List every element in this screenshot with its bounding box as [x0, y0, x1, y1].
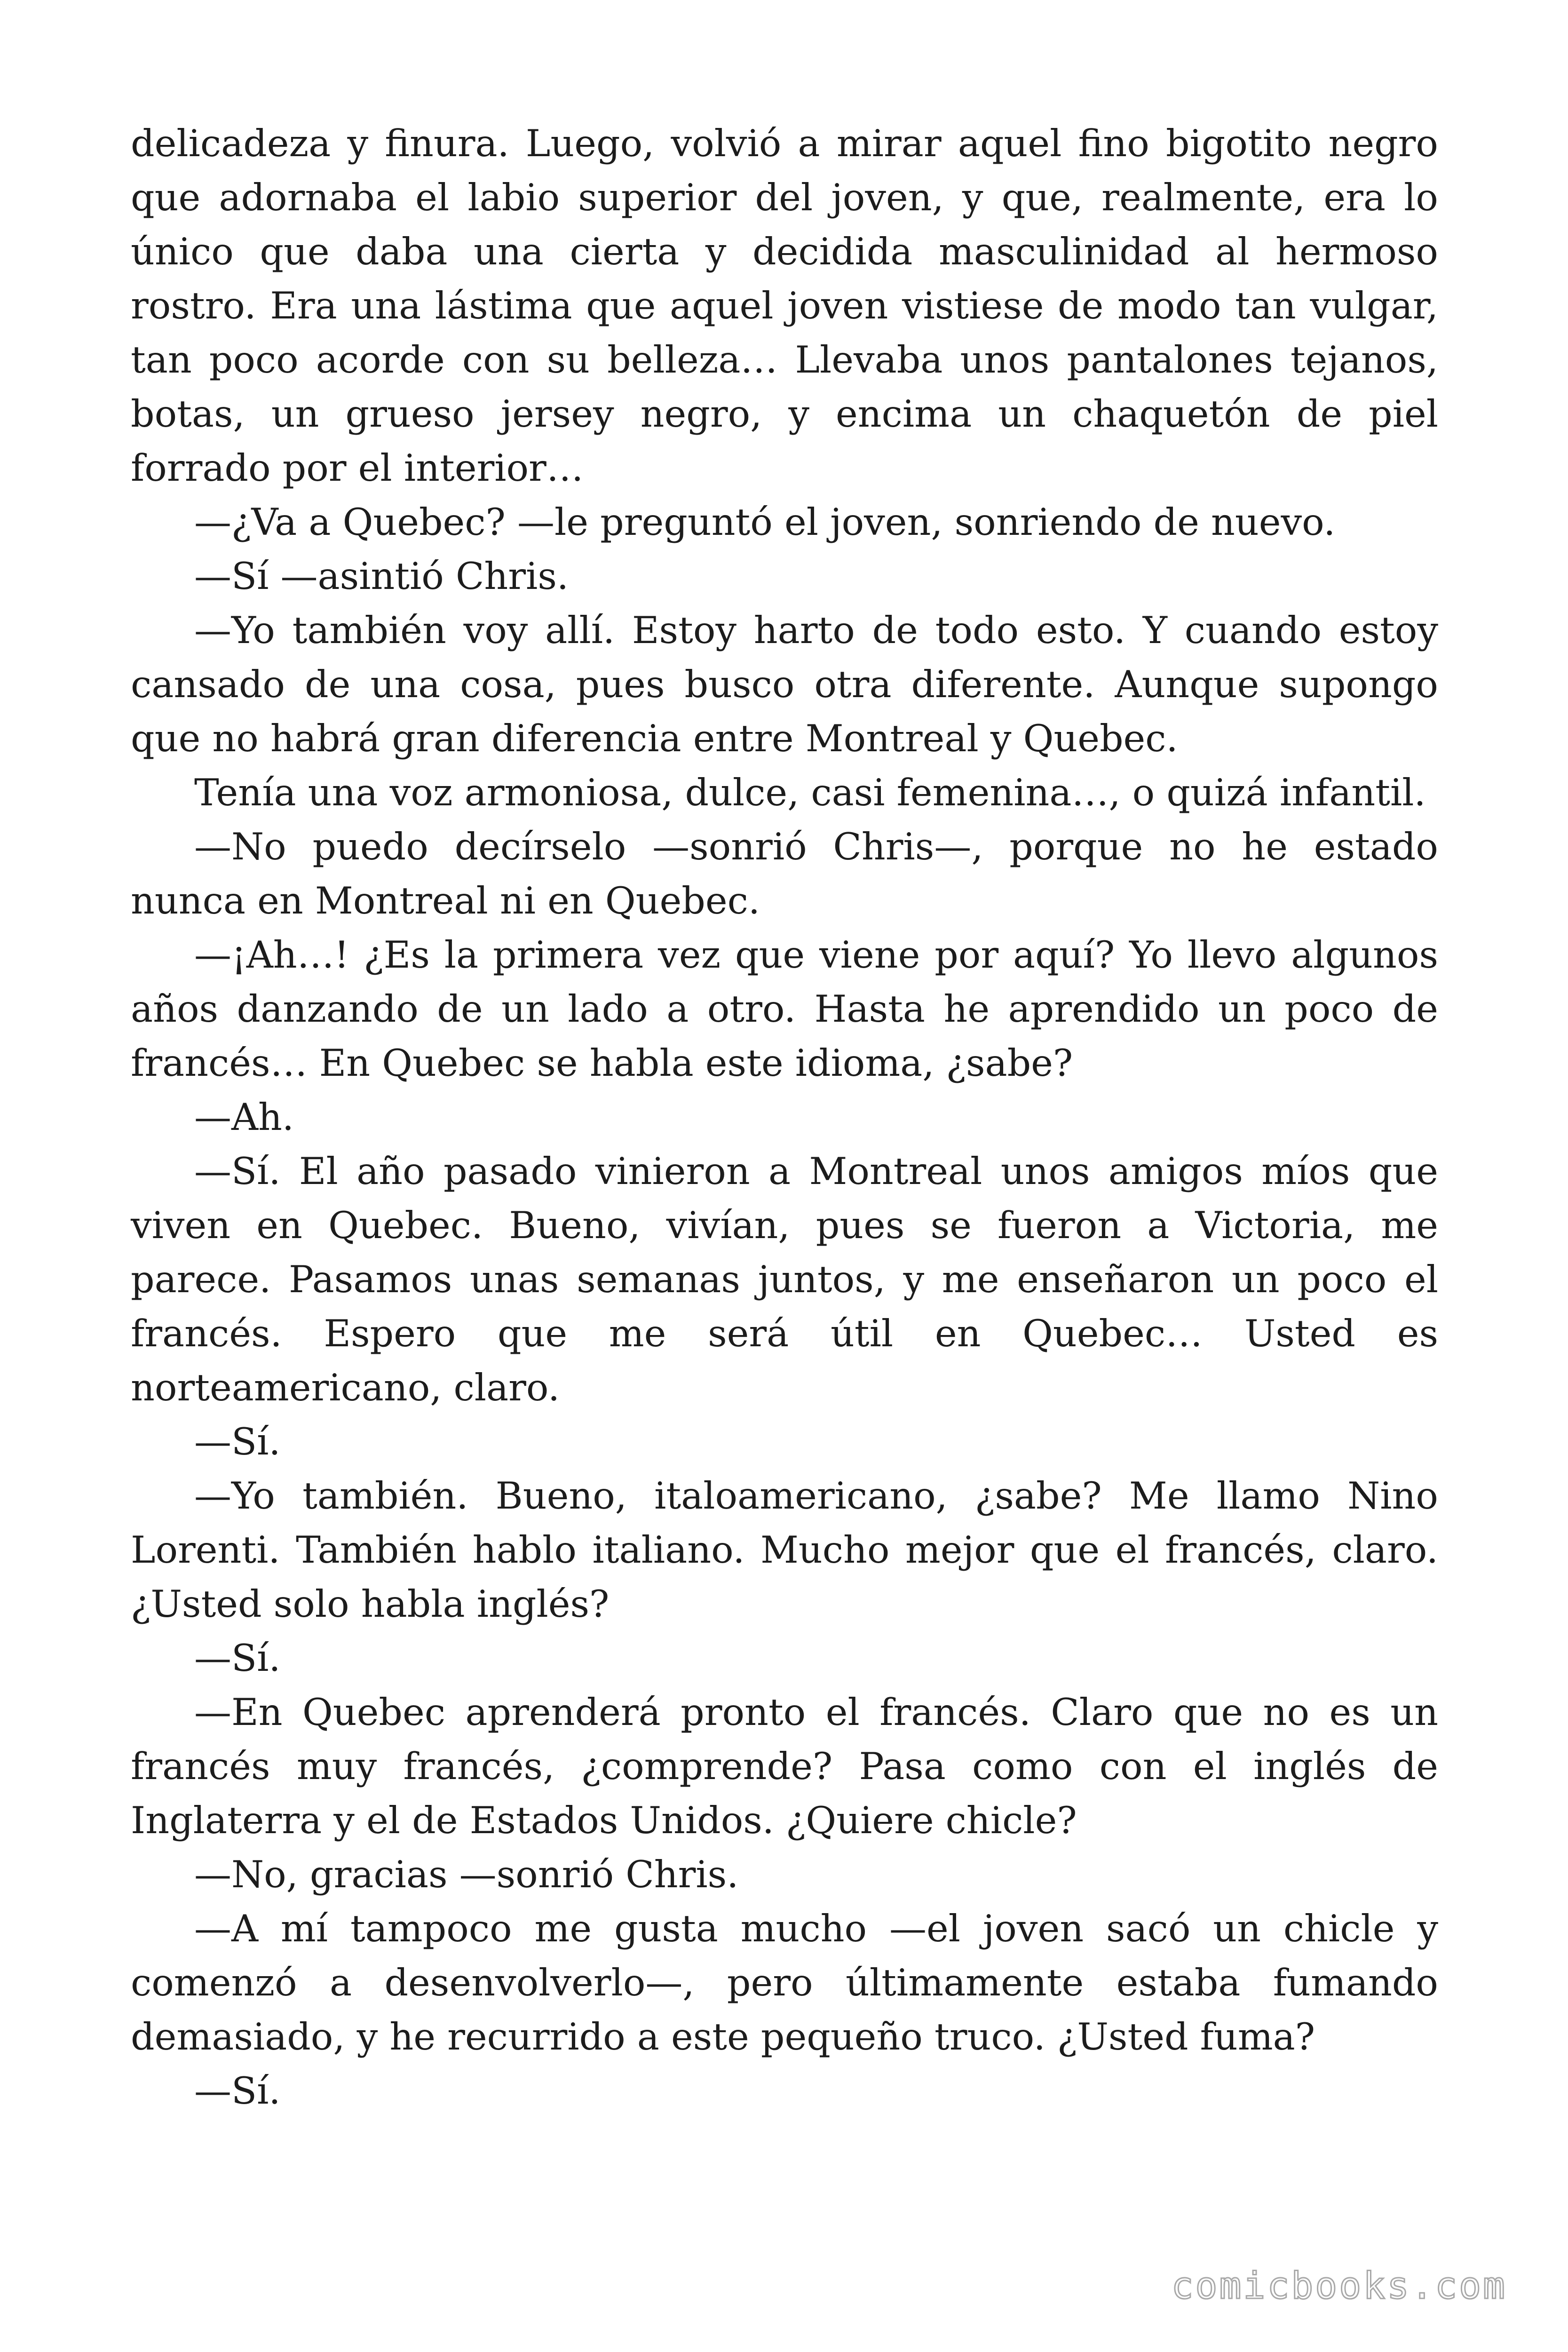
paragraph-continuation: delicadeza y finura. Luego, volvió a mirar aquel fino bigotito negro que adornaba el labio superior del joven, y que, realmente, era lo único que daba una cierta y decidida masculinidad al hermoso rostro. Era una lástima que aquel joven vistiese de modo tan vulgar, tan poco acorde con su belleza… Llevaba unos pantalones tejanos, botas, un grueso jersey negro, y encima un chaquetón de piel forrado por el interior… [131, 122, 1438, 490]
paragraph: —Ah. [194, 1096, 294, 1139]
paragraph: Tenía una voz armoniosa, dulce, casi femenina…, o quizá infantil. [194, 771, 1426, 814]
paragraph: —Sí. El año pasado vinieron a Montreal unos amigos míos que viven en Quebec. Bueno, vivían, pues se fueron a Victoria, me parece. Pasamos unas semanas juntos, y me enseñaron un poco el francés. Espero que me será útil en Quebec… Usted es norteamericano, claro. [131, 1150, 1438, 1409]
paragraph: —¡Ah…! ¿Es la primera vez que viene por aquí? Yo llevo algunos años danzando de un lado a otro. Hasta he aprendido un poco de francés… En Quebec se habla este idioma, ¿sabe? [131, 933, 1438, 1085]
paragraph: —No, gracias —sonrió Chris. [194, 1853, 739, 1896]
paragraph: —En Quebec aprenderá pronto el francés. Claro que no es un francés muy francés, ¿comprende? Pasa como con el inglés de Inglaterra y el de Estados Unidos. ¿Quiere chicle? [131, 1691, 1438, 1842]
paragraph: —Sí. [194, 2069, 281, 2113]
paragraph: —Yo también voy allí. Estoy harto de todo esto. Y cuando estoy cansado de una cosa, pues busco otra diferente. Aunque supongo que no habrá gran diferencia entre Montreal y Quebec. [131, 609, 1438, 760]
paragraph: —Yo también. Bueno, italoamericano, ¿sabe? Me llamo Nino Lorenti. También hablo italiano. Mucho mejor que el francés, claro. ¿Usted solo habla inglés? [131, 1474, 1438, 1626]
paragraph: —Sí. [194, 1420, 281, 1463]
watermark-text: comicbooks.com [1171, 2265, 1507, 2307]
paragraph: —No puedo decírselo —sonrió Chris—, porque no he estado nunca en Montreal ni en Quebec. [131, 825, 1438, 922]
paragraph: —Sí. [194, 1637, 281, 1680]
paragraph: —A mí tampoco me gusta mucho —el joven sacó un chicle y comenzó a desenvolverlo—, pero últimamente estaba fumando demasiado, y he recurrido a este pequeño truco. ¿Usted fuma? [131, 1907, 1438, 2058]
body-text [131, 117, 1438, 2118]
paragraph: —Sí —asintió Chris. [194, 555, 569, 598]
paragraph: —¿Va a Quebec? —le preguntó el joven, sonriendo de nuevo. [194, 501, 1336, 544]
